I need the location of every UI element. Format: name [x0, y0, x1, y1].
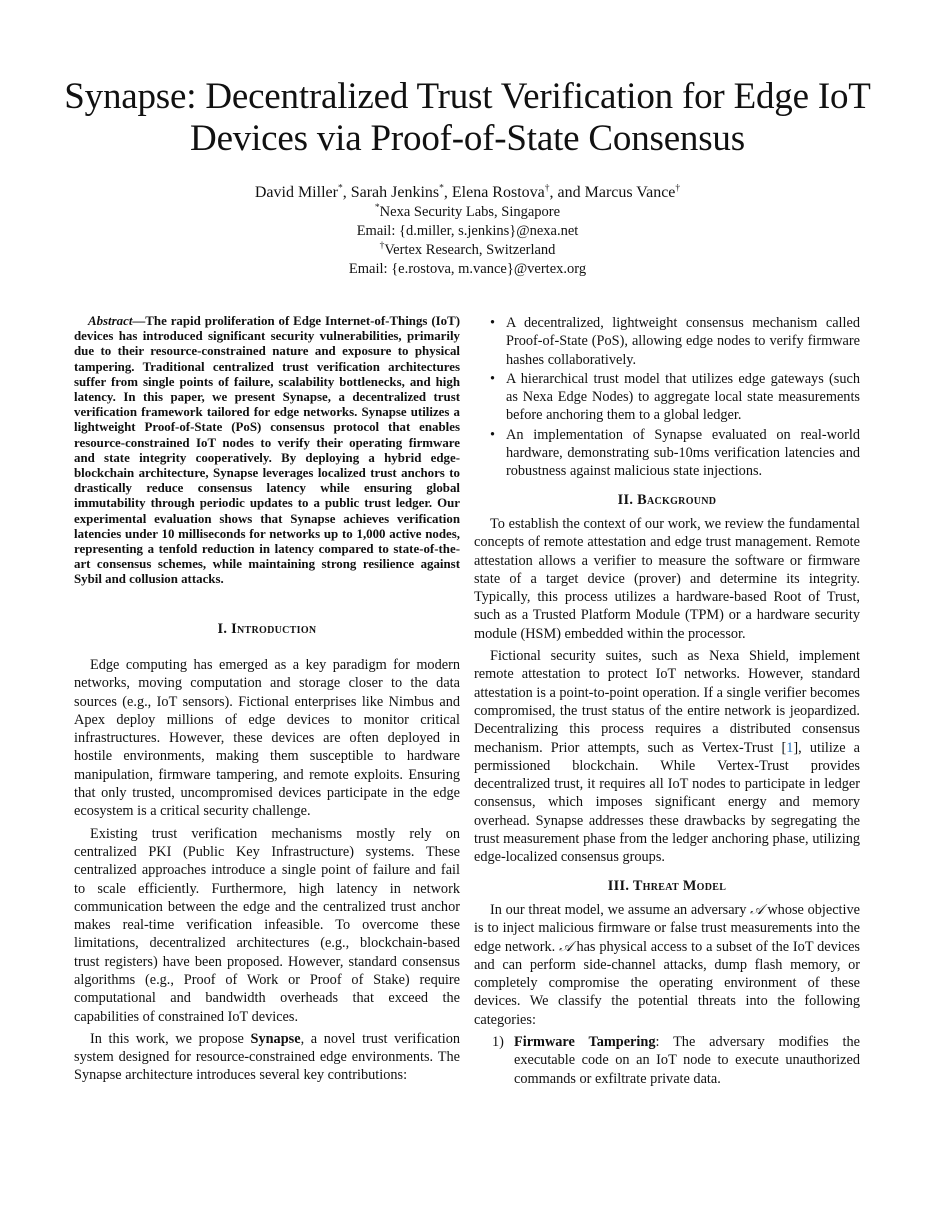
- section-heading-introduction: I. Introduction: [217, 620, 317, 637]
- adversary-symbol: 𝒜: [559, 938, 573, 955]
- contribution-list: [474, 314, 860, 481]
- abstract-label: Abstract: [88, 314, 133, 328]
- affiliation-mark: *: [374, 203, 380, 214]
- intro-paragraph-2: Existing trust verification mechanisms mostly rely on centralized PKI (Public Key Infrastructure) systems. These centralized approaches introduce a single point of failure and fail to scale efficiently. Furthermore, high latency in network communication between the edge and the centralized trust anchor makes real-time verification infeasible. To overcome these limitations, decentralized architectures (e.g., blockchain-based trust registers) have been proposed. However, standard consensus algorithms (e.g., Proof of Work or Proof of Stake) require computational and bandwidth overheads that exceed the capabilities of constrained IoT devices.: [74, 825, 460, 1025]
- citation-link[interactable]: 1: [786, 739, 794, 756]
- threat-paragraph-1: [474, 901, 860, 1029]
- author-separator: ,: [342, 184, 351, 201]
- author-separator: ,: [443, 184, 452, 201]
- affiliation: [60, 241, 875, 260]
- abstract: [74, 314, 460, 588]
- threat-description: : The adversary modifies the executable code on an IoT node to execute unauthorized commands or exfiltrate private data.: [514, 1033, 860, 1087]
- section-heading-threat-model: III. Threat Model: [607, 877, 727, 894]
- threat-p1-lead: In our threat model, we assume an adversary: [490, 901, 751, 918]
- system-name: Synapse: [250, 1030, 301, 1047]
- author-mark: †: [675, 183, 681, 194]
- abstract-text: The rapid proliferation of Edge Internet-of-Things (IoT) devices has introduced significant security vulnerabilities, primarily due to their resource-constrained nature and exposure to physical tampering. Traditional centralized trust verification architectures suffer from single points of failure, scalability bottlenecks, and high latency. In this paper, we present Synapse, a decentralized trust verification framework tailored for edge networks. Synapse utilizes a lightweight Proof-of-State (PoS) consensus protocol that enables resource-constrained IoT nodes to verify their operating firmware and state integrity cooperatively. By deploying a hybrid edge-blockchain architecture, Synapse leverages localized trust anchors to drastically reduce consensus latency while ensuring global immutability through periodic updates to a public trust ledger. Our experimental evaluation shows that Synapse achieves verification latencies under 10 milliseconds for networks up to 1,000 active nodes, representing a tenfold reduction in latency compared to state-of-the-art consensus schemes, while maintaining strong resilience against Sybil and collusion attacks.: [74, 314, 460, 587]
- affiliation-email: Email: {e.rostova, m.vance}@vertex.org: [348, 261, 587, 277]
- author-name: David Miller: [254, 184, 338, 201]
- author-separator: , and: [549, 184, 585, 201]
- threat-number: 1): [492, 1033, 504, 1050]
- author-mark: *: [439, 183, 444, 194]
- section-heading-background: II. Background: [617, 491, 717, 508]
- affiliation-mark: †: [379, 241, 385, 252]
- contribution-item: • A decentralized, lightweight consensus mechanism called Proof-of-State (PoS), allowing edge nodes to verify firmware hashes collaboratively.: [506, 314, 860, 369]
- author-name: Elena Rostova: [451, 184, 545, 201]
- author-mark: *: [337, 183, 343, 194]
- abstract-dash: —: [132, 314, 146, 328]
- background-paragraph-1: To establish the context of our work, we review the fundamental concepts of remote attestation and edge trust management. Remote attestation allows a verifier to measure the software or firmware state of a target device (prover) and determine its integrity. Typically, this process utilizes a hardware-based Root of Trust, such as a Trusted Platform Module (TPM) or a hardware security module (HSM) embedded within the processor.: [474, 515, 860, 642]
- threat-p1-tail: has physical access to a subset of the IoT devices and can perform side-channel attacks, dump flash memory, or completely compromise the operating environment of these devices. We classify the potential threats into the following categories:: [474, 938, 860, 1028]
- adversary-symbol: 𝒜: [750, 901, 764, 918]
- affiliation-org: Vertex Research, Switzerland: [384, 242, 556, 258]
- threat-item: [492, 1033, 860, 1088]
- background-paragraph-2: [474, 647, 860, 867]
- affiliation-org: Nexa Security Labs, Singapore: [379, 204, 561, 220]
- right-column: [474, 314, 860, 1088]
- left-column: [74, 314, 460, 1089]
- affiliation-email: Email: {d.miller, s.jenkins}@nexa.net: [356, 223, 579, 239]
- threat-p1-mid: whose objective is to inject malicious firmware or false trust measurements into the edge network.: [474, 901, 860, 955]
- background-p2-lead: Fictional security suites, such as Nexa Shield, implement remote attestation to protect IoT networks. However, standard attestation is a point-to-point operation. If a single verifier becomes compromised, the trust status of the entire network is jeopardized. Decentralizing this process requires a distributed consensus mechanism. Prior attempts, such as Vertex-Trust [: [474, 648, 860, 756]
- author-name: Sarah Jenkins: [350, 184, 440, 201]
- contribution-item: • A hierarchical trust model that utilizes edge gateways (such as Nexa Edge Nodes) to aggregate local state measurements before anchoring them to a global ledger.: [506, 370, 860, 425]
- intro-p3-lead: In this work, we propose: [90, 1030, 251, 1047]
- intro-paragraph-1: Edge computing has emerged as a key paradigm for modern networks, moving computation and storage closer to the data sources (e.g., IoT sensors). Fictional enterprises like Nimbus and Apex deploy millions of edge devices to monitor critical infrastructures. However, these devices are often deployed in hostile environments, making them susceptible to hardware manipulation, firmware tampering, and remote exploits. Ensuring that only trusted, uncompromised devices participate in the edge ecosystem is a critical security challenge.: [74, 656, 460, 820]
- author-list: [60, 183, 875, 203]
- threat-name: Firmware Tampering: [514, 1033, 656, 1050]
- intro-paragraph-3: [74, 1030, 460, 1085]
- threat-list: [474, 1033, 860, 1088]
- author-name: Marcus Vance: [584, 184, 676, 201]
- author-mark: †: [544, 183, 550, 194]
- author-block: [60, 183, 875, 279]
- contribution-item: • An implementation of Synapse evaluated on real-world hardware, demonstrating sub-10ms verification latencies and robustness against malicious state injections.: [506, 426, 860, 481]
- paper-title: Synapse: Decentralized Trust Verification for Edge IoT Devices via Proof-of-State Consensus: [64, 76, 871, 159]
- affiliation: [60, 203, 875, 222]
- background-p2-tail: ], utilize a permissioned blockchain. While Vertex-Trust provides decentralized trust, it requires all IoT nodes to participate in ledger consensus, which imposes significant energy and memory overhead. Synapse addresses these drawbacks by segregating the trust measurement phase from the ledger anchoring phase, utilizing edge-localized consensus groups.: [474, 739, 861, 866]
- intro-p3-tail: , a novel trust verification system designed for resource-constrained edge environments. The Synapse architecture introduces several key contributions:: [74, 1030, 460, 1084]
